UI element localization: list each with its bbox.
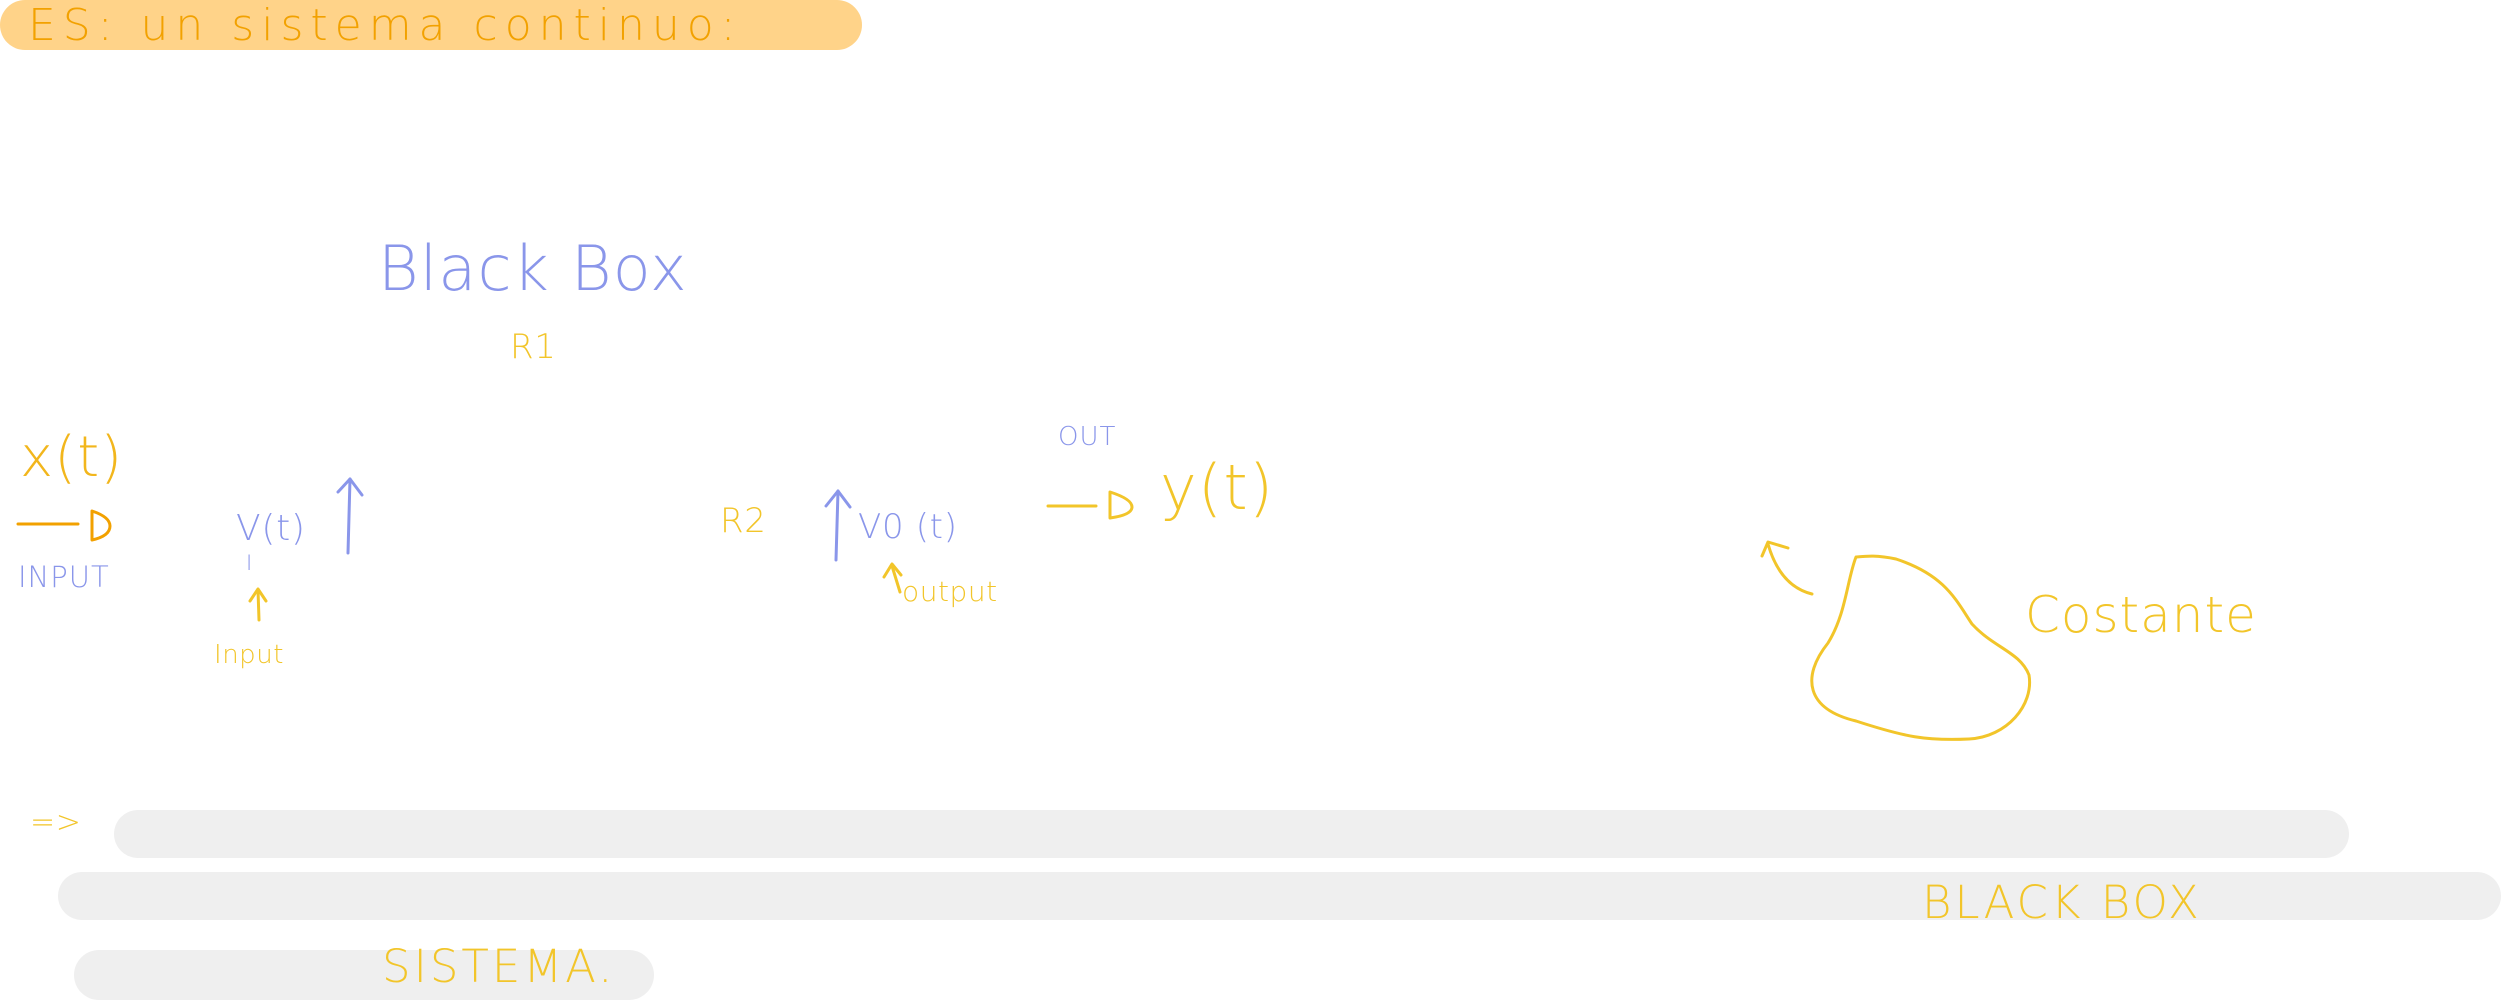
constant-label: Costante [2025,586,2257,644]
current-symbol-label: I [246,551,253,575]
output-pointer-arrow-icon [884,564,901,592]
output-note-label: output [902,575,998,608]
input-caps-label: INPUT [18,560,110,594]
out-caps-label: OUT [1058,422,1117,452]
resistor-label-r1: R1 [510,327,557,367]
implies-symbol: => [30,805,82,840]
input-arrow-icon [18,511,110,540]
cloud-blob-icon [1812,556,2030,739]
gray-redacted-bar-1 [114,810,2349,858]
input-note-label: Input [214,640,284,670]
resistor-label-r2: R2 [720,501,767,541]
sistema-label: SISTEMA. [382,940,616,993]
voltage-input-label: V(t) [236,508,306,549]
voltage-arrow-right-icon [826,491,850,560]
input-pointer-arrow-icon [250,589,266,620]
page-title: ES: un sistema continuo: [28,0,743,51]
blackbox-heading: Black Box [378,232,688,305]
black-box-label: BLACK BOX [1922,876,2202,929]
output-signal-label: y(t) [1160,451,1275,524]
input-signal-label: x(t) [20,425,124,490]
output-arrow-icon [1048,492,1132,518]
voltage-arrow-left-icon [338,479,362,553]
voltage-output-label: V0 (t) [858,507,958,547]
constant-loop-arrow-icon [1762,542,1812,594]
